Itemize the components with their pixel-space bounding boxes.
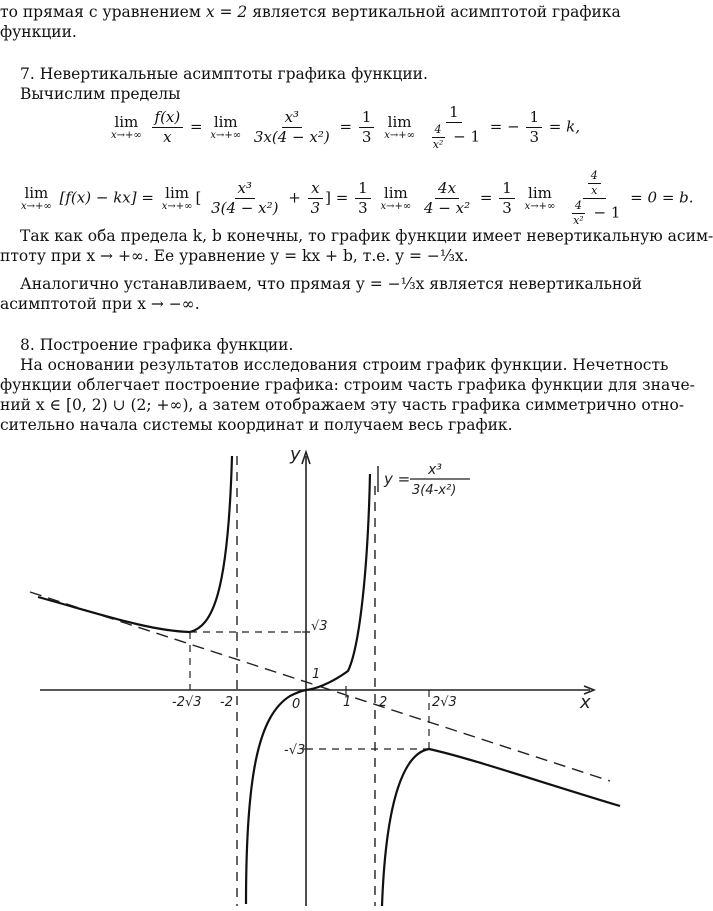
y-one-label: 1 — [312, 667, 321, 682]
analog-line-2: асимптотой при x → −∞. — [0, 295, 200, 313]
y-axis-label: y — [290, 444, 301, 465]
section-8-line-3: ний x ∈ [0, 2) ∪ (2; +∞), а затем отображаем эту часть графика симметрично отно- — [0, 396, 685, 414]
svg-text:x³: x³ — [428, 462, 442, 478]
conclusion-line-1: Так как оба предела k, b конечны, то график функции имеет невертикальную асим- — [20, 227, 713, 245]
tick-label-neg-2: -2 — [220, 695, 233, 710]
conclusion-line-2: птоту при x → +∞. Ее уравнение y = kx + b, т.е. y = −⅓x. — [0, 247, 469, 265]
section-8-line-4: сительно начала системы координат и получаем весь график. — [0, 416, 513, 434]
fraction-a: $\frac{\text{x³}}{\text{3(4 − x²)}}$ — [211, 179, 279, 217]
curve-right-branch — [382, 749, 620, 906]
x-axis-label: x — [580, 692, 591, 713]
limit-operator: lim x→+∞ — [384, 113, 415, 141]
fraction-x3: $\frac{\text{x³}}{\text{3x(4 − x²)}}$ — [253, 108, 330, 146]
function-graph — [0, 446, 642, 911]
tick-label-2: 2 — [379, 695, 388, 710]
fraction-one-third: $\frac{1}{3}$ — [355, 180, 371, 217]
tick-label-2r3: 2√3 — [432, 695, 457, 710]
fraction-b: $\frac{x}{3}$ — [308, 180, 324, 217]
svg-text:y =: y = — [384, 470, 411, 488]
section-8-line-1: На основании результатов исследования строим график функции. Нечетность — [20, 356, 669, 374]
fraction-inner: 1 $\frac{4}{\text{x²}}$ − 1 — [432, 103, 480, 151]
tick-label-1: 1 — [343, 695, 352, 710]
origin-label: 0 — [292, 697, 301, 712]
equation-k: lim x→+∞ $\frac{f(x)}{x}$ = lim x→+∞ $\frac{\text{x³}}{\text{3x(4 − x²)}}$ = $\frac{1}{3}$ lim x→+∞ 1 $\frac{4}{\text{x²}}$ − 1 = − $\frac{1}{3}$ = k, — [111, 103, 580, 151]
limit-operator: lim x→+∞ — [524, 184, 556, 212]
limit-operator: lim x→+∞ — [210, 113, 242, 141]
fraction-c: $\frac{4x}{\text{4 − x²}}$ — [423, 179, 471, 217]
limit-operator: lim x→+∞ — [111, 113, 142, 141]
tick-label-neg-r3: -√3 — [284, 743, 306, 758]
limit-operator: lim x→+∞ — [380, 184, 412, 212]
curve-middle-branch — [246, 474, 370, 904]
intro-line-1: то прямая с уравнением x = 2 является вертикальной асимптотой графика — [0, 3, 621, 21]
limit-operator: lim x→+∞ — [21, 184, 52, 212]
fraction-one-third: $\frac{1}{3}$ — [359, 109, 375, 146]
function-formula — [378, 462, 470, 498]
section-7-title: 7. Невертикальные асимптоты графика функции. — [20, 65, 428, 83]
section-8-title: 8. Построение графика функции. — [20, 336, 294, 354]
fraction-one-third: $\frac{1}{3}$ — [499, 180, 515, 217]
curve-left-branch — [38, 456, 232, 632]
tick-label-neg-2r3: -2√3 — [172, 695, 202, 710]
tick-label-r3: √3 — [311, 619, 328, 634]
fraction-d: $\frac{4}{x}$ $\frac{4}{\text{x²}}$ − 1 — [573, 169, 621, 227]
svg-text:3(4-x²): 3(4-x²) — [412, 483, 457, 498]
fraction-one-third: $\frac{1}{3}$ — [526, 109, 542, 146]
section-8-line-2: функции облегчает построение графика: строим часть графика функции для значе- — [0, 376, 695, 394]
fraction-fx-over-x: $\frac{f(x)}{x}$ — [152, 109, 184, 146]
equation-b: lim x→+∞ [f(x) − kx] = lim x→+∞ [ $\frac{\text{x³}}{\text{3(4 − x²)}}$ + $\frac{x}{3}$ ] = $\frac{1}{3}$ lim x→+∞ $\frac{4x}{\text{4 − x²}}$ = $\frac{1}{3}$ lim x→+∞ $\frac{4}{x}$ $\frac{4}{\text{x²}}$ − 1 = 0 = b. — [21, 169, 694, 227]
analog-line-1: Аналогично устанавливаем, что прямая y = −⅓x является невертикальной — [20, 275, 643, 293]
section-7-intro: Вычислим пределы — [20, 85, 181, 103]
intro-line-2: функции. — [0, 23, 77, 41]
limit-operator: lim x→+∞ — [161, 184, 193, 212]
